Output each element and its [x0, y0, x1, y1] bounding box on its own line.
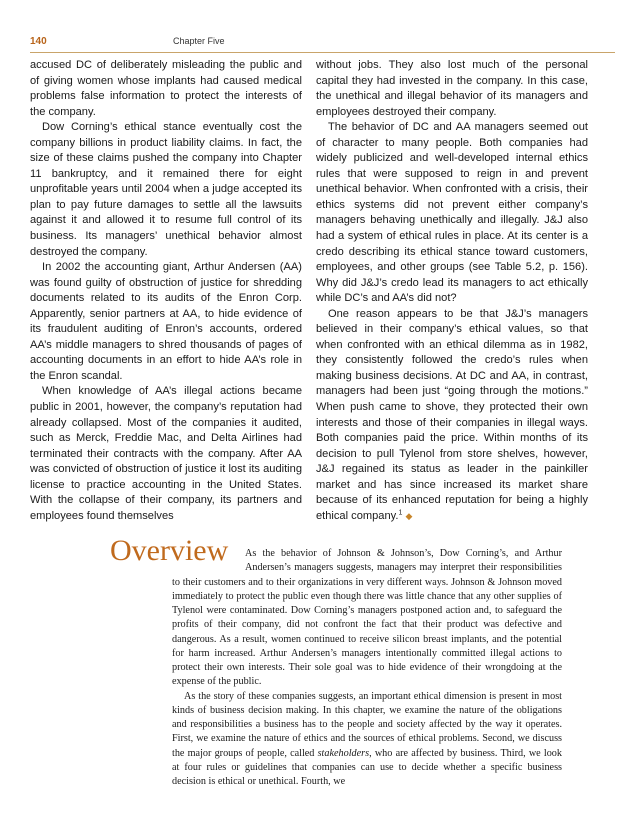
header-rule	[30, 52, 615, 53]
right-paragraph-3	[316, 307, 588, 525]
overview-paragraph-2-text-a: As the story of these companies suggests, an important ethical dimension is present in most kinds of business decision making. In this chapter, we examine the nature of the obligations and responsibilities a business has to the people and society affected by the way it operates. First, we examine the nature of ethics and the sources of ethical problems. Second, we discuss the major groups of people, called	[172, 690, 562, 759]
section-end-mark: ◆	[405, 510, 413, 521]
overview-heading: Overview	[110, 534, 229, 567]
overview-title-spacer	[172, 547, 245, 575]
right-paragraph-3-text: One reason appears to be that J&J’s managers believed in their company’s ethical values, so that when confronted with an ethical dilemma as in 1982, they consistently followed the credo’s rules when making business decisions. At DC and AA, in contrast, managers had been just “going through the motions.” When push came to shove, they protected their own interests and those of their companies in illegal ways. Both companies paid the price. Within months of its decision to pull Tylenol from store shelves, however, J&J regained its status as leader in the painkiller market and has since increased its market share because of its enhanced reputation for being a highly ethical company.	[316, 307, 588, 522]
chapter-label: Chapter Five	[173, 36, 225, 46]
overview-paragraph-1-text: As the behavior of Johnson & Johnson’s, Dow Corning’s, and Arthur Andersen’s managers suggests, managers may interpret their responsibilities to their customers and to their organizations in very different ways. Johnson & Johnson moved immediately to protect the public even though there was little chance that any other supplies of Tylenol were contaminated. Dow Corning’s managers postponed action and, to safeguard the profits of their company, did not confront the fact that their product was defective and dangerous. As a result, women continued to receive silicon breast implants, and the potential for harm increased. Arthur Andersen’s managers intentionally committed illegal actions to protect their own interests. Their sole goal was to hide evidence of their wrongdoing at the expense of the public.	[172, 548, 562, 688]
right-column	[316, 58, 588, 524]
overview-paragraph-2-text-b: , who are affected by business. Third, we look at four rules or guidelines that companies can use to decide whether a specific business decision is ethical or unethical. Fourth, we	[172, 747, 562, 787]
right-paragraph-1: without jobs. They also lost much of the personal capital they had invested in the company. In this case, the unethical and illegal behavior of its managers and employees destroyed their company.	[316, 59, 588, 118]
left-paragraph-2: Dow Corning’s ethical stance eventually cost the company billions in product liability claims. In fact, the size of these claims pushed the company into Chapter 11 bankruptcy, and it remained there for eight unprofitable years until 2004 when a judge accepted its plan to pay future damages to settle all the lawsuits against it and allowed it to resume full control of its business. Its managers’ unethical behavior almost destroyed the company.	[30, 121, 302, 258]
page-header	[30, 36, 610, 50]
right-paragraph-2: The behavior of DC and AA managers seemed out of character to many people. Both companies had widely publicized and well-developed internal ethics rules that were supposed to reign in and prevent unethical behavior. When confronted with a crisis, their ethics systems did not prevent either company’s managers behaving unethically and illegally. J&J also had a system of ethical rules in place. At its center is a credo describing its ethical stance toward customers, employees, and other groups (see Table 5.2, p. 156). Why did J&J’s credo lead its managers to act ethically while DC’s and AA’s did not?	[316, 121, 588, 305]
overview-paragraph-1	[172, 547, 562, 690]
left-column	[30, 58, 302, 524]
overview-section	[172, 547, 562, 789]
footnote-marker: 1	[398, 509, 403, 517]
left-paragraph-4: When knowledge of AA’s illegal actions became public in 2001, however, the company’s reputation had already collapsed. Most of the companies it audited, such as Merck, Freddie Mac, and Delta Airlines had terminated their contracts with the company. After AA was convicted of obstruction of justice it lost its auditing license to practice accounting in the United States. With the collapse of their company, its partners and employees found themselves	[30, 385, 302, 522]
overview-paragraph-2	[172, 690, 562, 790]
left-paragraph-3: In 2002 the accounting giant, Arthur Andersen (AA) was found guilty of obstruction of justice for shredding documents related to its audits of the Enron Corp. Apparently, senior partners at AA, to hide evidence of its fraudulent auditing of Enron’s accounts, ordered AA’s middle managers to shred thousands of pages of accounting documents in an effort to hide AA’s role in the Enron scandal.	[30, 261, 302, 382]
left-paragraph-1: accused DC of deliberately misleading the public and of giving women whose implants had caused medical problems false information to protect the interests of the company.	[30, 59, 302, 118]
stakeholders-term: stakeholders	[317, 747, 370, 759]
page-number: 140	[30, 36, 47, 47]
